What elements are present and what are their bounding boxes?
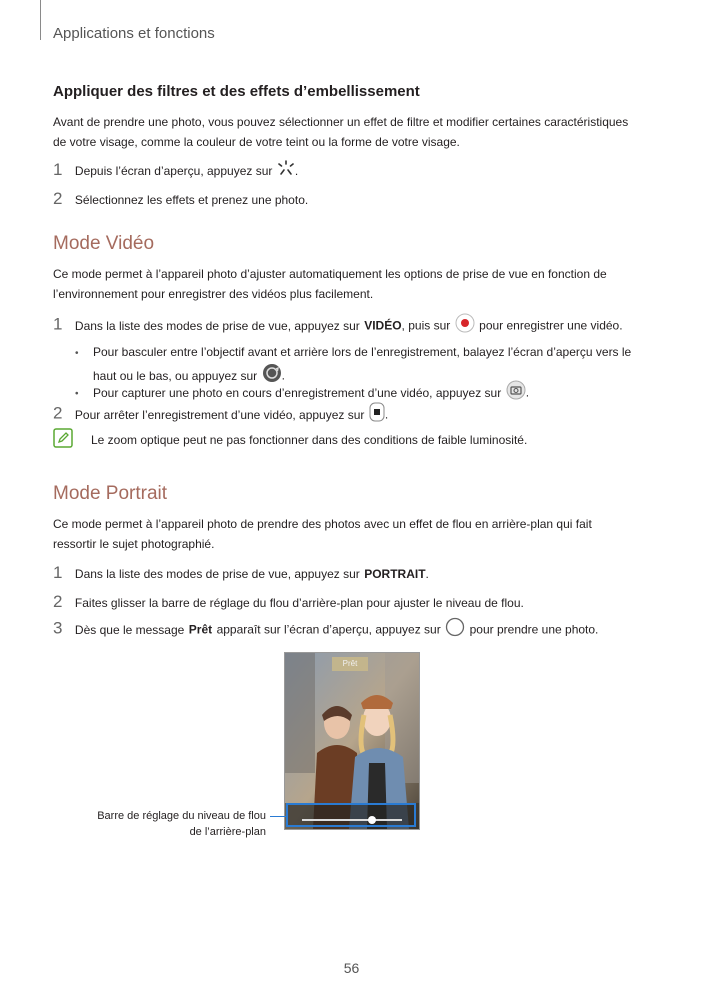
portrait-intro-line-2: ressortir le sujet photographié. <box>53 537 215 551</box>
step-text-mid: , puis sur <box>401 318 451 333</box>
record-icon <box>455 313 475 338</box>
step-text: Depuis l’écran d’aperçu, appuyez sur <box>74 164 273 178</box>
blur-slider-highlight <box>286 803 416 827</box>
filters-intro-line-2: de votre visage, comme la couleur de votre teint ou la forme de votre visage. <box>53 135 460 149</box>
step-number: 1 <box>53 160 63 179</box>
note-text: Le zoom optique peut ne pas fonctionner dans des conditions de faible luminosité. <box>91 433 528 447</box>
bullet-text: Pour basculer entre l’objectif avant et arrière lors de l’enregistrement, balayez l’écran d’aperçu vers le <box>92 345 632 359</box>
capture-camera-icon <box>506 380 526 405</box>
step-text: Dans la liste des modes de prise de vue, appuyez sur <box>74 567 360 581</box>
video-heading: Mode Vidéo <box>53 233 155 254</box>
sparkle-icon <box>277 160 295 181</box>
step-text: Faites glisser la barre de réglage du flou d’arrière-plan pour ajuster le niveau de flou. <box>74 596 524 610</box>
step-number: 2 <box>53 189 63 208</box>
step-text-after: pour enregistrer une vidéo. <box>479 318 623 333</box>
step-number: 1 <box>53 563 63 582</box>
step-bold-mode: VIDÉO <box>364 318 402 333</box>
video-step-1 <box>53 313 623 338</box>
bullet-dot: • <box>75 388 79 400</box>
step-bold-mode: PORTRAIT <box>364 567 426 581</box>
video-intro-line-2: l’environnement pour enregistrer des vidéos plus facilement. <box>53 287 374 301</box>
page-header: Applications et fonctions <box>53 25 215 42</box>
filters-intro <box>53 112 653 152</box>
bullet-text-line-2: haut ou le bas, ou appuyez sur <box>93 368 258 383</box>
filters-heading: Appliquer des filtres et des effets d’embellissement <box>53 83 420 100</box>
blur-slider-callout <box>97 808 266 840</box>
ready-badge: Prêt <box>332 657 368 671</box>
step-text: Sélectionnez les effets et prenez une photo. <box>74 193 309 207</box>
filters-step-2 <box>53 189 308 209</box>
portrait-step-1 <box>53 563 429 583</box>
note-pen-icon <box>53 428 73 453</box>
bullet-after: . <box>281 368 285 383</box>
callout-line-1: Barre de réglage du niveau de flou <box>97 810 266 822</box>
filters-step-1 <box>53 160 298 181</box>
callout-line-2: de l’arrière-plan <box>189 826 266 838</box>
step-number: 2 <box>53 592 63 611</box>
stop-icon <box>369 402 385 427</box>
video-intro <box>53 264 653 304</box>
callout-line <box>270 816 286 817</box>
portrait-intro <box>53 514 653 554</box>
video-step-2 <box>53 402 388 427</box>
video-intro-line-1: Ce mode permet à l’appareil photo d’ajuster automatiquement les options de prise de vue en fonction de <box>53 267 607 281</box>
header-rule <box>40 0 41 40</box>
step-text-mid: apparaît sur l’écran d’aperçu, appuyez sur <box>216 622 441 637</box>
step-bold-ready: Prêt <box>188 622 213 637</box>
bullet-text: Pour capturer une photo en cours d’enregistrement d’une vidéo, appuyez sur <box>92 385 502 400</box>
page-number: 56 <box>343 960 360 976</box>
filters-intro-line-1: Avant de prendre une photo, vous pouvez sélectionner un effet de filtre et modifier certaines caractéristiques <box>53 115 629 129</box>
blur-slider-track[interactable] <box>302 819 402 821</box>
step-after: . <box>425 567 429 581</box>
shutter-icon <box>445 617 465 642</box>
portrait-step-2 <box>53 592 524 612</box>
step-after: . <box>294 164 299 178</box>
step-number: 3 <box>53 618 63 638</box>
step-text: Dans la liste des modes de prise de vue, appuyez sur <box>74 318 360 333</box>
step-text: Pour arrêter l’enregistrement d’une vidéo, appuyez sur <box>74 407 365 422</box>
step-after: . <box>384 407 389 422</box>
bullet-dot: • <box>75 348 79 359</box>
step-number: 2 <box>53 403 63 423</box>
blur-slider-thumb[interactable] <box>368 816 376 824</box>
step-number: 1 <box>53 314 63 334</box>
portrait-heading: Mode Portrait <box>53 483 168 504</box>
bullet-after: . <box>525 385 530 400</box>
portrait-intro-line-1: Ce mode permet à l’appareil photo de prendre des photos avec un effet de flou en arrière-plan qui fait <box>53 517 592 531</box>
portrait-step-3 <box>53 617 598 642</box>
step-text: Dès que le message <box>74 622 185 637</box>
step-text-after: pour prendre une photo. <box>469 622 599 637</box>
